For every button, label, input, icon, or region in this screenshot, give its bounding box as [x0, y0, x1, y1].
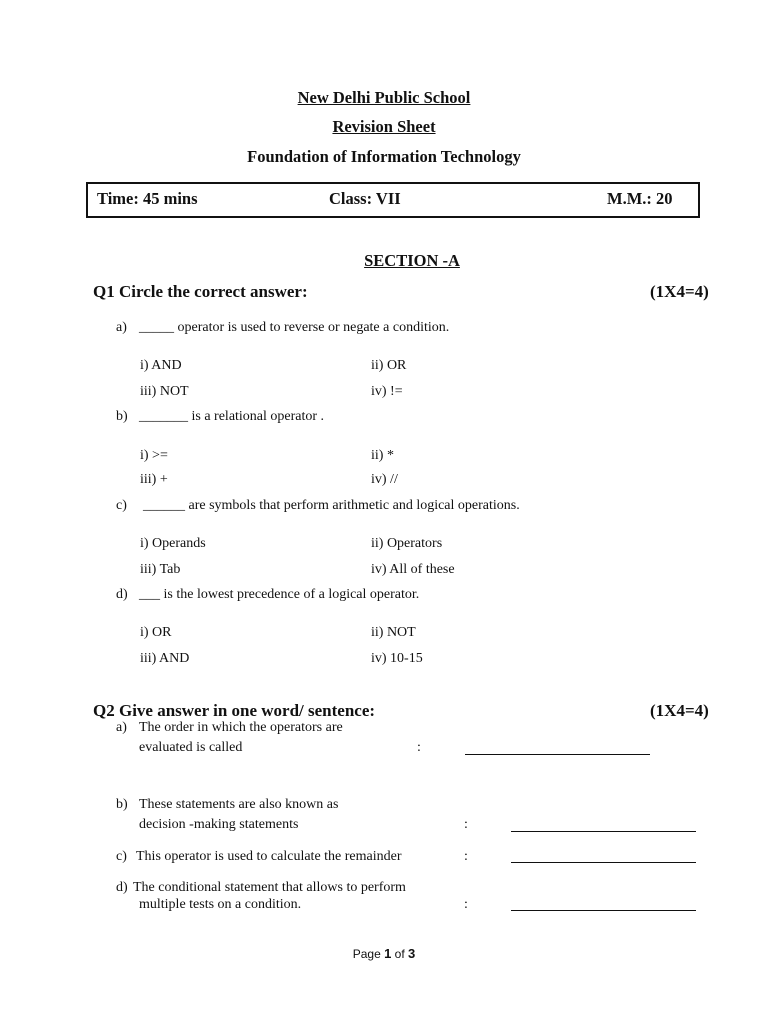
marks-label: M.M.: 20 [607, 189, 673, 208]
time-label: Time: 45 mins [97, 189, 198, 208]
q1a-question: _____ operator is used to reverse or negate a condition. [139, 320, 450, 335]
q1c-label: c) [116, 498, 127, 513]
class-label: Class: VII [329, 189, 401, 208]
q1-marks: (1X4=4) [650, 282, 709, 301]
q1d-label: d) [116, 587, 128, 602]
q1d-option-2: ii) NOT [371, 625, 416, 640]
q1d-question: ___ is the lowest precedence of a logical operator. [139, 587, 420, 602]
q2d-line1: The conditional statement that allows to perform [133, 880, 406, 895]
q1d-option-3: iii) AND [140, 651, 190, 666]
q1d-option-1: i) OR [140, 625, 172, 640]
q1a-option-4: iv) != [371, 384, 403, 399]
q1b-option-1: i) >= [140, 448, 168, 463]
subject-title: Foundation of Information Technology [247, 147, 521, 166]
q1a-label: a) [116, 320, 127, 335]
info-box [86, 182, 700, 218]
q1b-option-3: iii) + [140, 472, 168, 487]
page-word: Page [352, 947, 381, 961]
q2a-colon: : [417, 740, 421, 755]
page-number: 1 [384, 946, 392, 961]
school-name: New Delhi Public School [297, 88, 471, 107]
q2d-answer-line[interactable] [511, 910, 696, 911]
q1b-label: b) [116, 409, 128, 424]
of-word: of [394, 947, 405, 961]
q1b-option-2: ii) * [371, 448, 394, 463]
q2-marks: (1X4=4) [650, 701, 709, 720]
q2c-label: c) [116, 849, 127, 864]
q1c-option-1: i) Operands [140, 536, 206, 551]
q1b-option-4: iv) // [371, 472, 398, 487]
q2a-line2: evaluated is called [139, 740, 243, 755]
q2-title: Q2 Give answer in one word/ sentence: [93, 701, 376, 720]
q2b-colon: : [464, 817, 468, 832]
q2a-answer-line[interactable] [465, 754, 650, 755]
q2d-line2: multiple tests on a condition. [139, 897, 302, 912]
q2d-colon: : [464, 897, 468, 912]
section-title: SECTION -A [364, 251, 460, 270]
q2b-answer-line[interactable] [511, 831, 696, 832]
page-footer [0, 946, 768, 961]
q2b-label: b) [116, 797, 128, 812]
sheet-title: Revision Sheet [332, 117, 436, 136]
q1a-option-1: i) AND [140, 358, 182, 373]
q2c-answer-line[interactable] [511, 862, 696, 863]
q1a-option-3: iii) NOT [140, 384, 189, 399]
q2d-label: d) [116, 880, 128, 895]
q2b-line2: decision -making statements [139, 817, 299, 832]
q2b-line1: These statements are also known as [139, 797, 339, 812]
q1a-option-2: ii) OR [371, 358, 407, 373]
q2a-line1: The order in which the operators are [139, 720, 343, 735]
q1b-question: _______ is a relational operator . [139, 409, 325, 424]
q1c-option-3: iii) Tab [140, 562, 181, 577]
q1c-option-4: iv) All of these [371, 562, 455, 577]
q1-title: Q1 Circle the correct answer: [93, 282, 308, 301]
q2a-label: a) [116, 720, 127, 735]
q2c-line1: This operator is used to calculate the remainder [136, 849, 402, 864]
q1d-option-4: iv) 10-15 [371, 651, 423, 666]
q1c-question: ______ are symbols that perform arithmetic and logical operations. [143, 498, 520, 513]
page-total: 3 [408, 946, 416, 961]
q2c-colon: : [464, 849, 468, 864]
q1c-option-2: ii) Operators [371, 536, 443, 551]
